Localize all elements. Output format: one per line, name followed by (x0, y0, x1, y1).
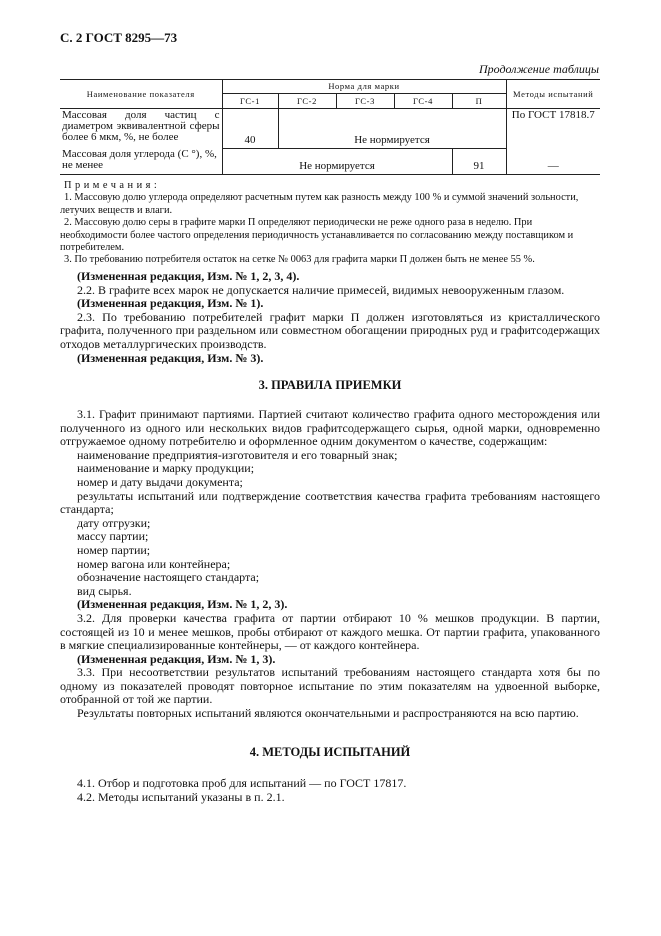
table-continuation-label: Продолжение таблицы (478, 62, 599, 76)
row1-method: По ГОСТ 17818.7 (511, 109, 595, 121)
grade-header: ГС-2 (278, 94, 336, 109)
grade-header: П (452, 94, 506, 109)
norms-table (60, 79, 600, 175)
grade-header: ГС-4 (394, 94, 452, 109)
section-4-heading: 4. МЕТОДЫ ИСПЫТАНИЙ (249, 745, 411, 759)
list-item: номер вагона или контейнера; (77, 556, 231, 571)
list-item: обозначение настоящего стандарта; (77, 570, 260, 585)
list-item: наименование и марку продукции; (77, 461, 255, 476)
col-indicator-header: Наименование показателя (60, 80, 222, 109)
amendment-note: (Измененная редакция, Изм. № 1, 2, 3). (77, 597, 288, 612)
section-3-body (60, 408, 600, 721)
list-item: номер партии; (77, 542, 151, 557)
grade-header: ГС-3 (336, 94, 394, 109)
row2-gs-value: Не нормируется (222, 149, 452, 175)
paragraph-4-2: 4.2. Методы испытаний указаны в п. 2.1. (77, 789, 285, 804)
section-3-heading: 3. ПРАВИЛА ПРИЕМКИ (258, 378, 402, 392)
list-item: номер и дату выдачи документа; (77, 474, 243, 489)
col-method-header: Методы испытаний (506, 80, 600, 109)
page-header: С. 2 ГОСТ 8295—73 (60, 30, 178, 45)
paragraph-4-1: 4.1. Отбор и подготовка проб для испытаний — по ГОСТ 17817. (77, 776, 407, 790)
paragraph-2-2: 2.2. В графите всех марок не допускается наличие примесей, видимых невооруженным глазом. (77, 282, 565, 297)
list-item: массу партии; (77, 529, 149, 544)
amendment-note: (Измененная редакция, Изм. № 1, 3). (77, 651, 276, 666)
paragraph-3-2: 3.2. Для проверки качества графита от партии отбирают 10 % мешков продукции. В партии, состоящей из 10 и менее мешков, пробы отбирают от каждого мешка. От партии графита, упакованного в мягкие специализированные контейнеры, — от каждого контейнера. (60, 610, 600, 653)
table-notes (60, 180, 600, 267)
row1-gs1-value: 40 (222, 109, 278, 149)
paragraph-3-3: 3.3. При несоответствии результатов испытаний требованиям настоящего стандарта хотя бы по одному из показателей проводят повторное испытание по этим показателям на удвоенной выборке, отобранной от той же партии. (60, 665, 600, 707)
row2-indicator: Массовая доля углерода (С °), %, не менее (60, 149, 222, 175)
amendment-note: (Измененная редакция, Изм. № 1, 2, 3, 4). (77, 269, 300, 283)
col-norm-header: Норма для марки (222, 80, 506, 94)
row2-method: — (506, 149, 600, 175)
amendment-note: (Измененная редакция, Изм. № 3). (77, 350, 264, 365)
row1-rest-value: Не нормируется (278, 109, 506, 149)
notes-title: Примечания: (64, 180, 161, 191)
row2-p-value: 91 (452, 149, 506, 175)
paragraph-2-3: 2.3. По требованию потребителей графит марки П должен изготовляться из кристаллического графита, полученного при раздельном или совместном обогащении природных руд и графитсодержащих отходов металлургических производств. (60, 309, 600, 351)
section-2-continued (60, 270, 600, 365)
list-item: дату отгрузки; (77, 515, 151, 530)
row1-indicator: Массовая доля частиц с диаметром эквивалентной сферы более 6 мкм, %, не более (60, 109, 222, 149)
amendment-note: (Измененная редакция, Изм. № 1). (77, 296, 264, 311)
list-item: результаты испытаний или подтверждение соответствия качества графита требованиям настоящего стандарта; (60, 488, 600, 517)
list-item: вид сырья. (77, 583, 132, 598)
note-item: 3. По требованию потребителя остаток на сетке № 0063 для графита марки П должен быть не менее 55 %. (64, 254, 535, 266)
section-4-body (60, 777, 600, 804)
note-item: 1. Массовую долю углерода определяют расчетным путем как разность между 100 % и суммой значений зольности, летучих веществ и влаги. (60, 192, 579, 216)
paragraph-3-1: 3.1. Графит принимают партиями. Партией считают количество графита одного месторождения или полученного из одного или нескольких видов графитсодержащего сырья, одной марки, одновременно отгружаемое одному потребителю и оформленное одним документом о качестве, содержащим: (60, 407, 600, 449)
paragraph-3-3-cont: Результаты повторных испытаний являются окончательными и распространяются на всю партию. (77, 706, 579, 721)
note-item: 2. Массовую долю серы в графите марки П определяют периодически не реже одного раза в неделю. При необходимости более частого определения периодичность устанавливается по согласованию между поставщиком и потребителем. (60, 217, 574, 254)
grade-header: ГС-1 (222, 94, 278, 109)
list-item: наименование предприятия-изготовителя и его товарный знак; (77, 447, 398, 462)
